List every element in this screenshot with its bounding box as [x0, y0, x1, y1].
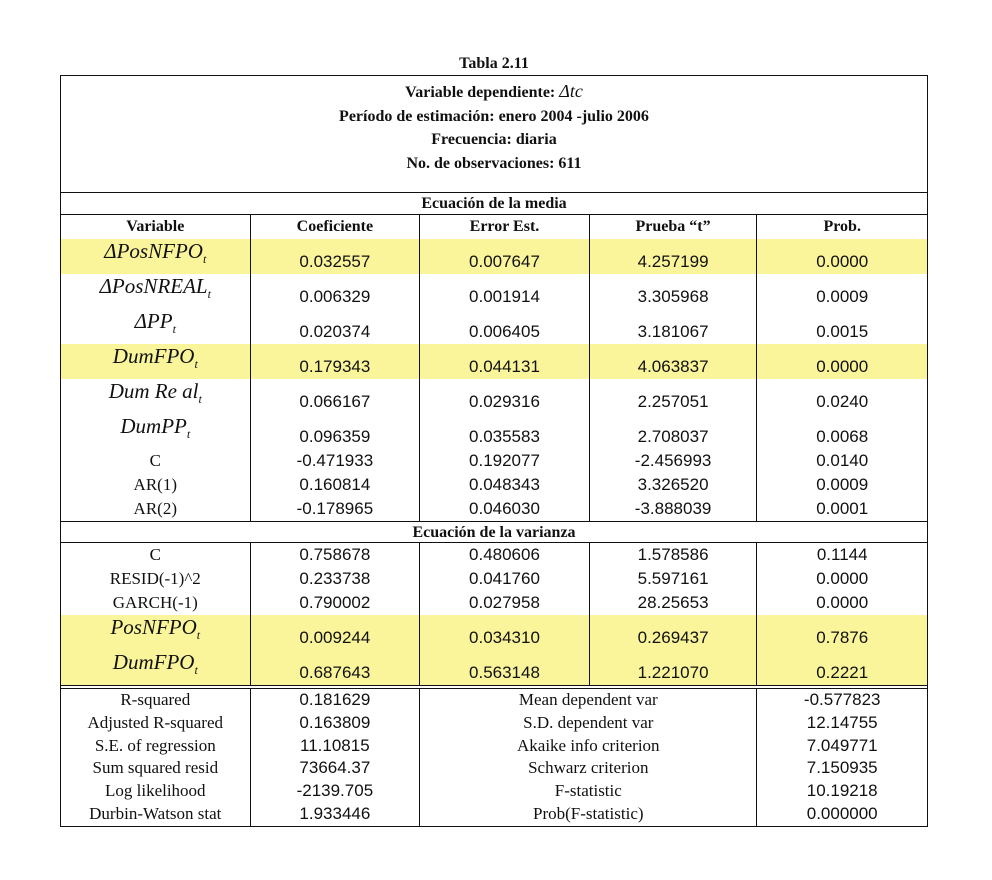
variable-cell [61, 414, 251, 449]
variable-label [61, 615, 250, 643]
std-error-cell [420, 543, 590, 567]
variable-subscript: t [202, 252, 207, 267]
variable-name: DumFPO [112, 344, 195, 368]
col-header-prob: Prob. [823, 218, 861, 235]
t-stat-cell-value: 4.257199 [637, 252, 709, 271]
coefficient-cell [251, 591, 421, 615]
std-error-cell [420, 414, 590, 449]
table-row [61, 239, 927, 274]
variable-label [61, 309, 250, 337]
table-header [61, 76, 927, 193]
stats-right-values [757, 689, 927, 826]
mean-equation-rows [61, 239, 927, 521]
stat-label: S.E. of regression [94, 735, 216, 755]
prob-cell-value: 0.0240 [816, 392, 869, 411]
prob-cell-value: 0.0015 [816, 322, 869, 341]
variable-cell [61, 543, 251, 567]
std-error-cell [420, 497, 590, 521]
variable-name: DumPP [120, 414, 187, 438]
t-stat-cell [590, 591, 758, 615]
t-stat-cell [590, 414, 758, 449]
t-stat-cell [590, 567, 758, 591]
t-stat-cell [590, 309, 758, 344]
stat-value: 0.163809 [299, 712, 371, 732]
stat-value: 7.150935 [806, 758, 878, 778]
variable-label [61, 344, 250, 372]
stat-label: S.D. dependent var [523, 712, 654, 732]
prob-cell [757, 344, 927, 379]
stat-label: F-statistic [554, 781, 622, 801]
coefficient-cell [251, 274, 421, 309]
coefficient-cell [251, 615, 421, 650]
table-row [61, 473, 927, 497]
t-stat-cell [590, 449, 758, 473]
table-row [61, 497, 927, 521]
coefficient-cell-value: 0.032557 [299, 252, 371, 271]
std-error-cell [420, 239, 590, 274]
variable-name: PosNFPO [110, 615, 197, 639]
std-error-cell [420, 650, 590, 685]
stat-value: 11.10815 [300, 735, 370, 755]
variable-label [61, 650, 250, 678]
std-error-cell-value: 0.029316 [469, 392, 540, 411]
coefficient-cell [251, 449, 421, 473]
t-stat-cell [590, 497, 758, 521]
stat-label: Durbin-Watson stat [89, 803, 222, 823]
t-stat-cell-value: 3.305968 [637, 287, 709, 306]
coefficient-cell [251, 497, 421, 521]
variable-subscript: t [186, 427, 191, 442]
t-stat-cell-value: -2.456993 [634, 451, 712, 470]
variable-cell [61, 497, 251, 521]
std-error-cell-value: 0.041760 [469, 569, 540, 588]
t-stat-cell-value: 2.257051 [637, 392, 709, 411]
stat-value: 10.19218 [806, 781, 878, 801]
std-error-cell [420, 309, 590, 344]
variable-name: Dum Re al [108, 379, 199, 403]
coefficient-cell [251, 414, 421, 449]
prob-cell-value: 0.0009 [816, 287, 869, 306]
coefficient-cell [251, 567, 421, 591]
t-stat-cell [590, 650, 758, 685]
prob-cell-value: 0.7876 [816, 628, 869, 647]
prob-cell [757, 473, 927, 497]
variable-name: ΔPP [134, 309, 173, 333]
variable-subscript: t [194, 357, 198, 372]
std-error-cell-value: 0.007647 [469, 252, 540, 271]
stat-value: 73664.37 [299, 758, 371, 778]
table-row [61, 543, 927, 567]
regression-table [60, 75, 928, 827]
variable-name: C [149, 545, 161, 564]
variable-subscript: t [207, 287, 211, 302]
variable-name: AR(2) [133, 499, 177, 518]
observations: No. de observaciones: 611 [406, 154, 582, 172]
prob-cell [757, 274, 927, 309]
std-error-cell [420, 344, 590, 379]
estimation-period: Período de estimación: enero 2004 -julio 2006 [339, 107, 649, 125]
stats-left-values [251, 689, 421, 826]
std-error-cell [420, 379, 590, 414]
prob-cell [757, 449, 927, 473]
variable-name: RESID(-1)^2 [109, 569, 201, 588]
table-row [61, 344, 927, 379]
table-title: Tabla 2.11 [459, 55, 529, 72]
coefficient-cell-value: 0.096359 [299, 427, 371, 446]
variable-label [61, 414, 250, 442]
std-error-cell-value: 0.001914 [469, 287, 540, 306]
prob-cell [757, 615, 927, 650]
std-error-cell [420, 615, 590, 650]
coefficient-cell [251, 379, 421, 414]
stat-label: Schwarz criterion [528, 758, 649, 778]
t-stat-cell-value: 5.597161 [637, 569, 709, 588]
prob-cell-value: 0.1144 [816, 545, 868, 564]
t-stat-cell-value: 1.221070 [637, 663, 709, 682]
col-header-se: Error Est. [420, 215, 590, 239]
variable-name: ΔPosNREAL [99, 274, 208, 298]
std-error-cell-value: 0.035583 [469, 427, 540, 446]
variable-cell [61, 274, 251, 309]
std-error-cell-value: 0.006405 [469, 322, 540, 341]
std-error-cell-value: 0.046030 [469, 499, 540, 518]
prob-cell [757, 239, 927, 274]
stat-value: -2139.705 [296, 781, 374, 801]
t-stat-cell [590, 473, 758, 497]
stat-label: Akaike info criterion [517, 735, 660, 755]
variable-cell [61, 615, 251, 650]
variable-label [61, 274, 250, 302]
variable-name: GARCH(-1) [112, 593, 198, 612]
prob-cell-value: 0.0000 [816, 357, 869, 376]
coefficient-cell [251, 309, 421, 344]
coefficient-cell-value: 0.160814 [299, 475, 371, 494]
col-header-t: Prueba “t” [590, 215, 758, 239]
coefficient-cell [251, 650, 421, 685]
variable-name: ΔPosNFPO [104, 239, 203, 263]
dependent-label: Variable dependiente: [405, 84, 556, 101]
coefficient-cell-value: -0.178965 [296, 499, 374, 518]
t-stat-cell-value: -3.888039 [634, 499, 712, 518]
coefficient-cell [251, 473, 421, 497]
table-row [61, 379, 927, 414]
std-error-cell-value: 0.027958 [469, 593, 540, 612]
stat-value: 7.049771 [806, 735, 878, 755]
statistics-block [61, 685, 927, 826]
stat-value: -0.577823 [803, 690, 881, 709]
prob-cell-value: 0.2221 [816, 663, 869, 682]
dependent-variable-line [61, 80, 927, 105]
variable-cell [61, 650, 251, 685]
std-error-cell-value: 0.480606 [469, 545, 540, 564]
t-stat-cell [590, 344, 758, 379]
variable-cell [61, 379, 251, 414]
t-stat-cell-value: 3.181067 [637, 322, 709, 341]
std-error-cell-value: 0.034310 [469, 628, 540, 647]
prob-cell [757, 543, 927, 567]
stat-label: Adjusted R-squared [87, 712, 224, 732]
t-stat-cell-value: 4.063837 [637, 357, 709, 376]
variable-cell [61, 449, 251, 473]
variable-subscript: t [172, 322, 176, 337]
variable-cell [61, 344, 251, 379]
stat-label: Log likelihood [104, 781, 206, 801]
coefficient-cell [251, 344, 421, 379]
prob-cell-value: 0.0068 [816, 427, 869, 446]
stat-label: Sum squared resid [92, 758, 219, 778]
variable-cell [61, 239, 251, 274]
variable-label [61, 379, 250, 407]
variable-subscript: t [194, 663, 198, 678]
prob-cell-value: 0.0009 [816, 475, 869, 494]
t-stat-cell [590, 615, 758, 650]
table-row [61, 274, 927, 309]
std-error-cell [420, 591, 590, 615]
coefficient-cell-value: 0.179343 [299, 357, 371, 376]
stats-left-labels [61, 689, 251, 826]
table-row [61, 615, 927, 650]
prob-cell-value: 0.0000 [816, 593, 869, 612]
variable-cell [61, 309, 251, 344]
t-stat-cell-value: 28.25653 [637, 593, 709, 612]
variable-cell [61, 473, 251, 497]
std-error-cell [420, 567, 590, 591]
col-header-variable: Variable [61, 215, 251, 239]
coefficient-cell-value: 0.006329 [299, 287, 371, 306]
coefficient-cell-value: 0.758678 [299, 545, 371, 564]
std-error-cell-value: 0.192077 [469, 451, 540, 470]
frequency: Frecuencia: diaria [431, 131, 557, 148]
stat-label: R-squared [120, 690, 191, 709]
column-headers [61, 215, 927, 239]
std-error-cell [420, 449, 590, 473]
variable-name: DumFPO [112, 650, 195, 674]
std-error-cell-value: 0.048343 [469, 475, 540, 494]
table-row [61, 650, 927, 685]
table-row [61, 449, 927, 473]
std-error-cell [420, 473, 590, 497]
prob-cell [757, 567, 927, 591]
t-stat-cell-value: 1.578586 [637, 545, 709, 564]
prob-cell [757, 591, 927, 615]
stat-value: 1.933446 [299, 803, 371, 823]
stat-value: 0.000000 [806, 803, 878, 823]
variable-label [61, 239, 250, 267]
t-stat-cell-value: 2.708037 [637, 427, 709, 446]
table-row [61, 591, 927, 615]
t-stat-cell [590, 379, 758, 414]
prob-cell-value: 0.0000 [816, 252, 869, 271]
std-error-cell-value: 0.563148 [469, 663, 540, 682]
t-stat-cell [590, 274, 758, 309]
variable-subscript: t [196, 628, 201, 643]
stat-value: 0.181629 [299, 690, 371, 709]
stat-label: Mean dependent var [518, 690, 658, 709]
coefficient-cell-value: 0.790002 [299, 593, 371, 612]
variable-cell [61, 567, 251, 591]
variance-equation-title: Ecuación de la varianza [61, 521, 927, 543]
coefficient-cell-value: 0.020374 [299, 322, 371, 341]
std-error-cell [420, 274, 590, 309]
prob-cell-value: 0.0001 [816, 499, 869, 518]
coefficient-cell-value: 0.066167 [299, 392, 371, 411]
dependent-var: Δtc [559, 81, 583, 101]
t-stat-cell-value: 0.269437 [637, 628, 709, 647]
t-stat-cell [590, 543, 758, 567]
variable-cell [61, 591, 251, 615]
table-row [61, 567, 927, 591]
stat-label: Prob(F-statistic) [533, 803, 644, 823]
coefficient-cell [251, 239, 421, 274]
variable-name: AR(1) [133, 475, 177, 494]
t-stat-cell-value: 3.326520 [637, 475, 709, 494]
coefficient-cell-value: 0.687643 [299, 663, 371, 682]
coefficient-cell-value: -0.471933 [296, 451, 374, 470]
t-stat-cell [590, 239, 758, 274]
prob-cell [757, 414, 927, 449]
coefficient-cell-value: 0.233738 [299, 569, 371, 588]
prob-cell [757, 497, 927, 521]
mean-equation-title: Ecuación de la media [61, 193, 927, 215]
prob-cell-value: 0.0140 [816, 451, 869, 470]
table-row [61, 414, 927, 449]
stats-right-labels [420, 689, 757, 826]
col-header-coef: Coeficiente [251, 215, 421, 239]
coefficient-cell [251, 543, 421, 567]
variable-name: C [149, 451, 161, 470]
prob-cell [757, 379, 927, 414]
prob-cell [757, 309, 927, 344]
prob-cell-value: 0.0000 [816, 569, 869, 588]
stat-value: 12.14755 [806, 712, 878, 732]
prob-cell [757, 650, 927, 685]
std-error-cell-value: 0.044131 [469, 357, 540, 376]
coefficient-cell-value: 0.009244 [299, 628, 371, 647]
variance-equation-rows [61, 543, 927, 685]
variable-subscript: t [198, 392, 202, 407]
table-row [61, 309, 927, 344]
